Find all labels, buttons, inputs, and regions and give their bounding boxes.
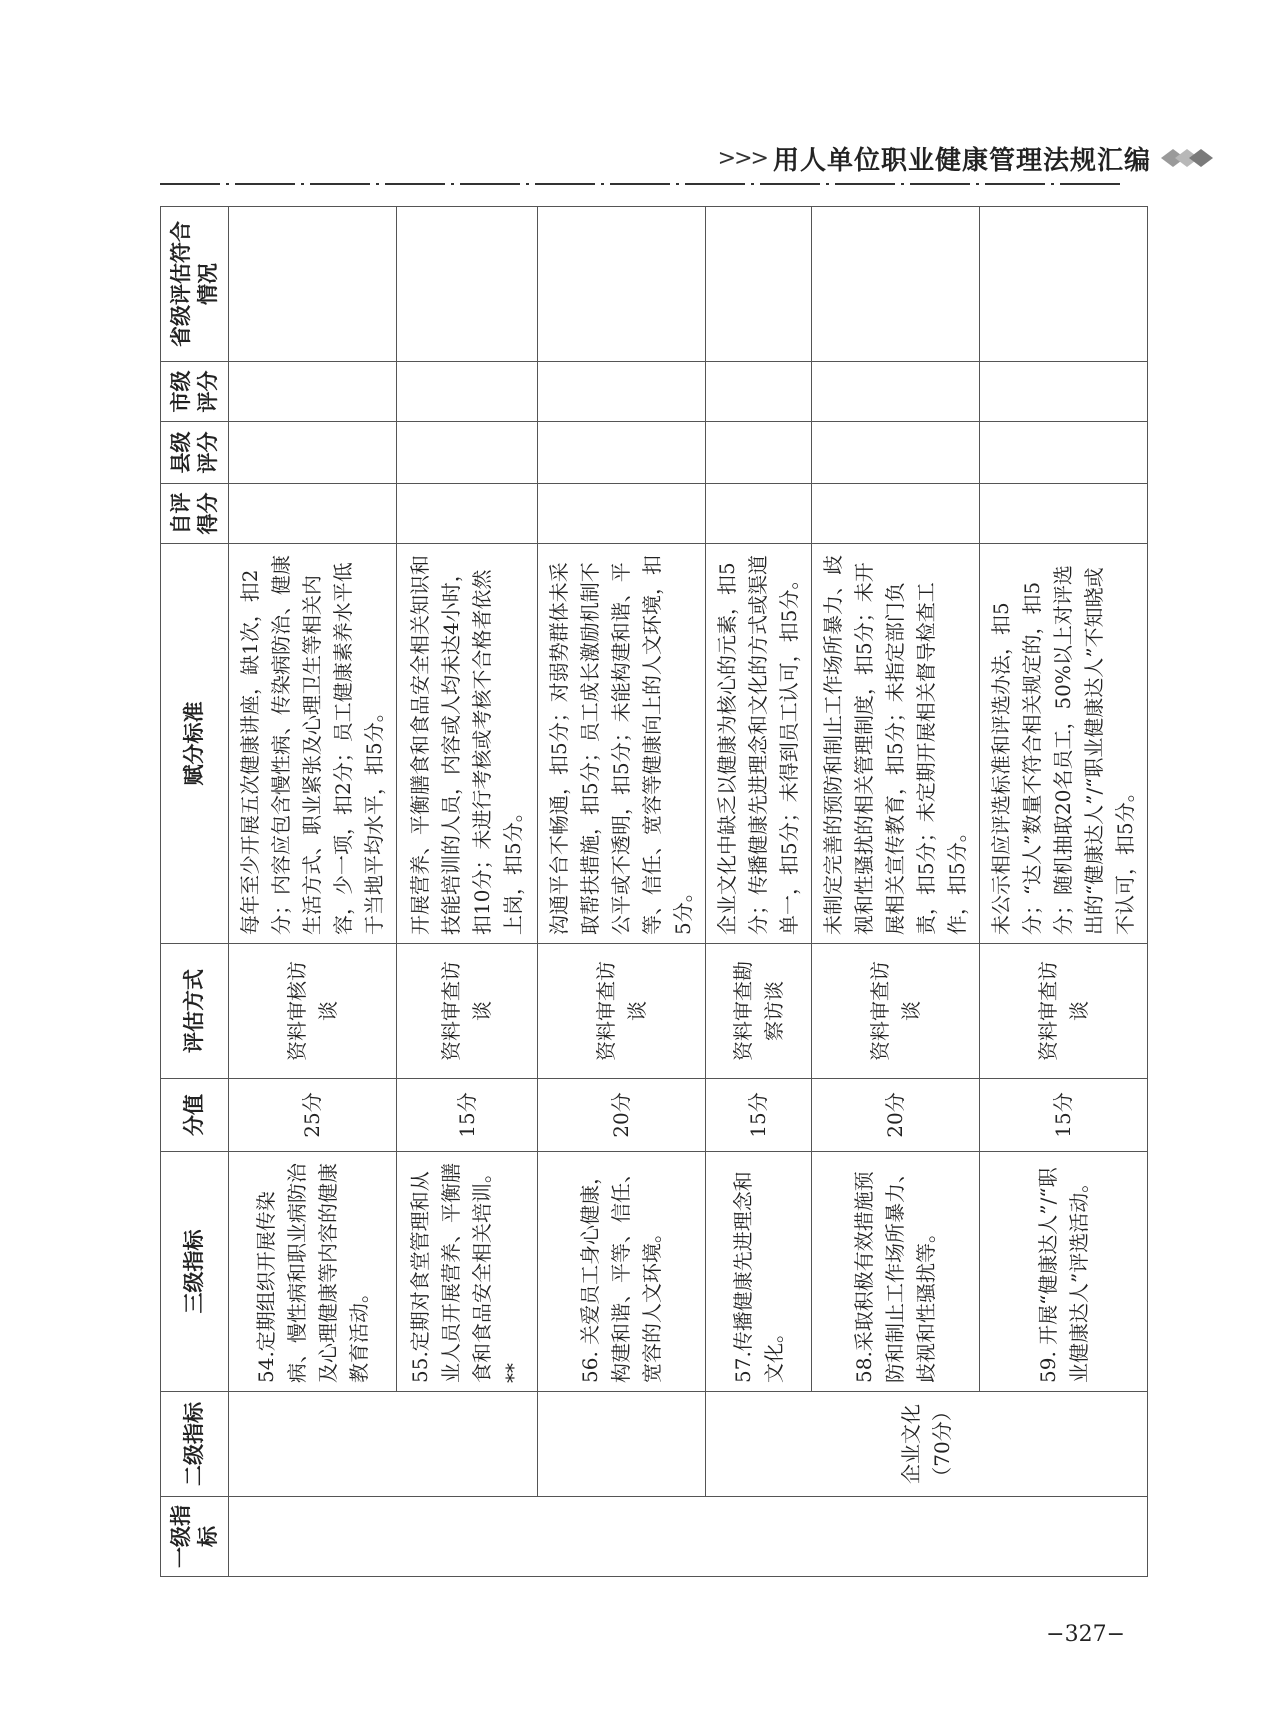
indicator-cell: 55.定期对食堂管理和从业人员开展营养、平衡膳食和食品安全相关培训。** — [397, 1152, 538, 1392]
points-cell: 25分 — [229, 1079, 397, 1152]
city-score-cell — [538, 362, 706, 422]
level2-cell-culture: 企业文化（70分） — [706, 1392, 1148, 1497]
self-score-cell — [397, 484, 538, 544]
col-header-self-score: 自评得分 — [161, 484, 229, 544]
county-score-cell — [706, 422, 812, 484]
criteria-cell: 每年至少开展五次健康讲座，缺1次，扣2分；内容应包含慢性病、传染病防治、健康生活方式、职业紧张及心理卫生等相关内容，少一项，扣2分；员工健康素养水平低于当地平均水平，扣5分。 — [229, 544, 397, 944]
table-row — [538, 207, 706, 1577]
col-header-points: 分值 — [161, 1079, 229, 1152]
points-cell: 15分 — [706, 1079, 812, 1152]
col-header-level3: 三级指标 — [161, 1152, 229, 1392]
province-eval-cell — [397, 207, 538, 362]
county-score-cell — [812, 422, 980, 484]
assessment-table — [160, 206, 1148, 1577]
indicator-cell: 58.采取积极有效措施预防和制止工作场所暴力、歧视和性骚扰等。 — [812, 1152, 980, 1392]
col-header-level2: 二级指标 — [161, 1392, 229, 1497]
criteria-cell: 开展营养、平衡膳食和食品安全相关知识和技能培训的人员，内容或人均未达4小时，扣10分；未进行考核或考核不合格者依然上岗，扣5分。 — [397, 544, 538, 944]
city-score-cell — [229, 362, 397, 422]
method-cell: 资料审查访谈 — [812, 944, 980, 1079]
method-cell: 资料审查访谈 — [397, 944, 538, 1079]
indicator-cell: 59. 开展“健康达人”/“职业健康达人”评选活动。 — [980, 1152, 1148, 1392]
col-header-level1: 一级指标 — [161, 1497, 229, 1577]
table-row — [229, 207, 397, 1577]
indicator-cell: 54.定期组织开展传染病、慢性病和职业病防治及心理健康等内容的健康教育活动。 — [229, 1152, 397, 1392]
points-cell: 15分 — [980, 1079, 1148, 1152]
col-header-province-eval: 省级评估符合情况 — [161, 207, 229, 362]
criteria-cell: 未制定完善的预防和制止工作场所暴力、歧视和性骚扰的相关管理制度，扣5分；未开展相关宣传教育，扣5分；未指定部门负责，扣5分；未定期开展相关督导检查工作，扣5分。 — [812, 544, 980, 944]
criteria-cell: 沟通平台不畅通，扣5分；对弱势群体未采取帮扶措施，扣5分；员工成长激励机制不公平或不透明，扣5分；未能构建和谐、平等、信任、宽容等健康向上的人文环境，扣5分。 — [538, 544, 706, 944]
col-header-city-score: 市级评分 — [161, 362, 229, 422]
table-row — [980, 207, 1148, 1577]
table-row — [397, 207, 538, 1577]
self-score-cell — [980, 484, 1148, 544]
indicator-cell: 56. 关爱员工身心健康，构建和谐、平等、信任、宽容的人文环境。 — [538, 1152, 706, 1392]
county-score-cell — [229, 422, 397, 484]
county-score-cell — [980, 422, 1148, 484]
method-cell: 资料审核访谈 — [229, 944, 397, 1079]
header-book-title: 用人单位职业健康管理法规汇编 — [772, 145, 1151, 176]
col-header-criteria: 赋分标准 — [161, 544, 229, 944]
city-score-cell — [397, 362, 538, 422]
self-score-cell — [812, 484, 980, 544]
self-score-cell — [229, 484, 397, 544]
city-score-cell — [980, 362, 1148, 422]
page-number: −327− — [1046, 1622, 1125, 1647]
col-header-method: 评估方式 — [161, 944, 229, 1079]
province-eval-cell — [229, 207, 397, 362]
level2-cell-middle — [538, 1392, 706, 1497]
method-cell: 资料审查访谈 — [980, 944, 1148, 1079]
assessment-table-frame — [160, 207, 1137, 1577]
criteria-cell: 企业文化中缺乏以健康为核心的元素，扣5分；传播健康先进理念和文化的方式或渠道单一，扣5分；未得到员工认可，扣5分。 — [706, 544, 812, 944]
city-score-cell — [812, 362, 980, 422]
province-eval-cell — [980, 207, 1148, 362]
city-score-cell — [706, 362, 812, 422]
indicator-cell: 57.传播健康先进理念和文化。 — [706, 1152, 812, 1392]
table-row — [706, 207, 812, 1577]
level2-cell-upper — [229, 1392, 538, 1497]
points-cell: 15分 — [397, 1079, 538, 1152]
points-cell: 20分 — [812, 1079, 980, 1152]
col-header-county-score: 县级评分 — [161, 422, 229, 484]
diamond-ornament-icon — [1157, 146, 1215, 170]
method-cell: 资料审查访谈 — [538, 944, 706, 1079]
running-header — [718, 138, 1215, 178]
method-cell: 资料审查勘察访谈 — [706, 944, 812, 1079]
table-row — [812, 207, 980, 1577]
province-eval-cell — [812, 207, 980, 362]
province-eval-cell — [706, 207, 812, 362]
level1-cell — [229, 1497, 1148, 1577]
criteria-cell: 未公示相应评选标准和评选办法，扣5分；“达人”数量不符合相关规定的，扣5分；随机抽取20名员工，50%以上对评选出的“健康达人”/“职业健康达人”不知晓或不认可，扣5分。 — [980, 544, 1148, 944]
self-score-cell — [538, 484, 706, 544]
points-cell: 20分 — [538, 1079, 706, 1152]
header-rule — [160, 182, 1120, 186]
self-score-cell — [706, 484, 812, 544]
county-score-cell — [397, 422, 538, 484]
county-score-cell — [538, 422, 706, 484]
header-arrows: >>> — [717, 145, 767, 171]
province-eval-cell — [538, 207, 706, 362]
